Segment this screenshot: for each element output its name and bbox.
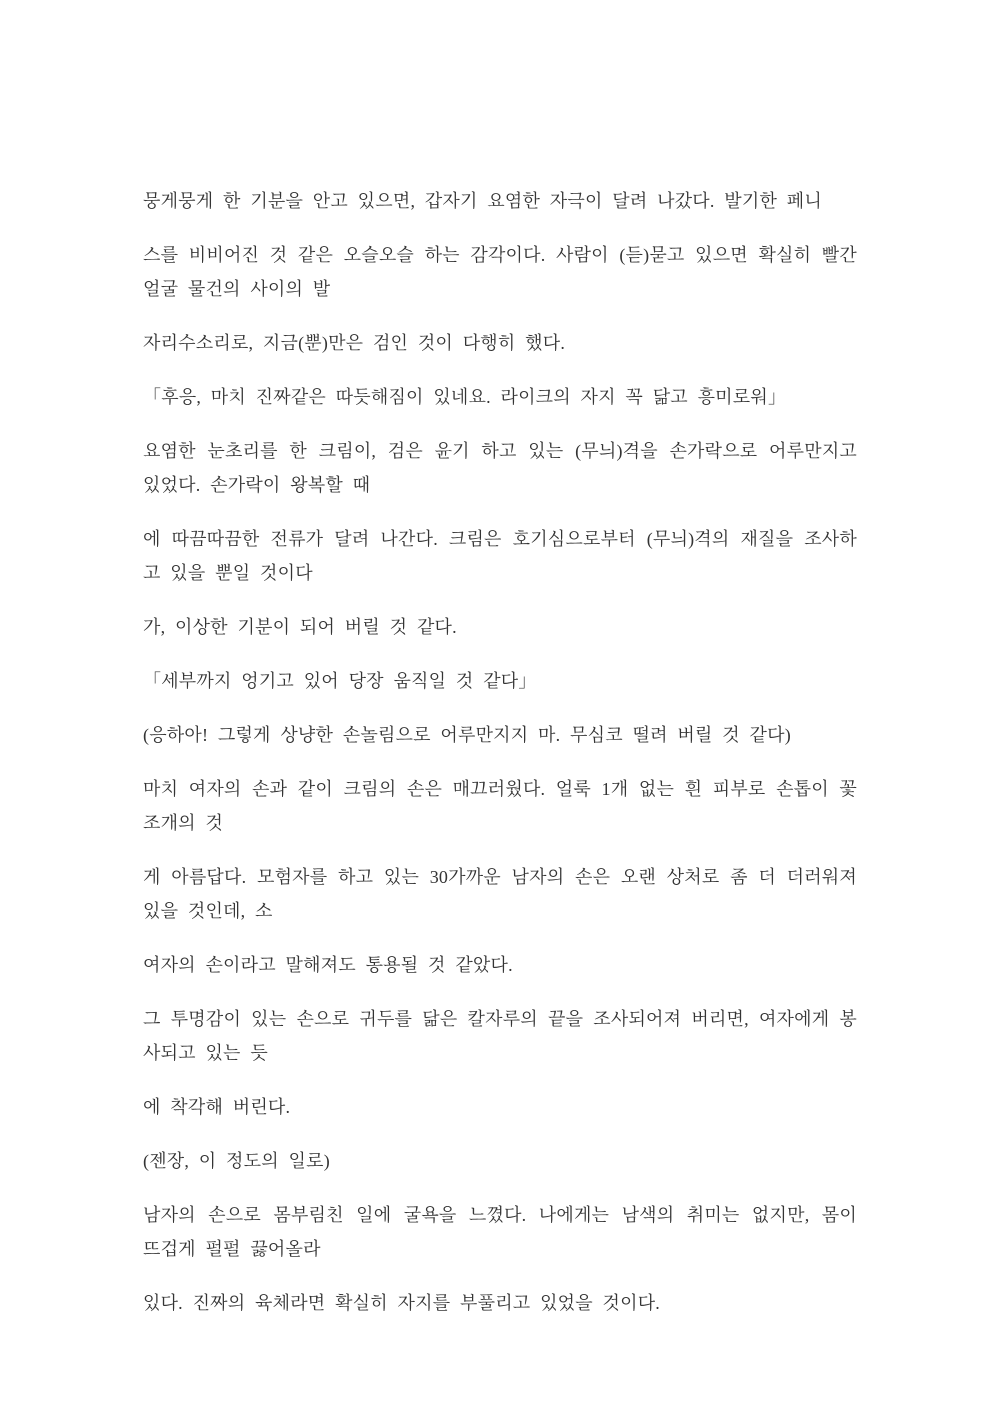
paragraph: 「후응, 마치 진짜같은 따듯해짐이 있네요. 라이크의 자지 꼭 닮고 흥미로워」 [143, 387, 787, 407]
document-text-body [143, 184, 857, 1320]
paragraph: 요염한 눈초리를 한 크림이, 검은 윤기 하고 있는 (무늬)격을 손가락으로 어루만지고 있었다. 손가락이 왕복할 때 [143, 441, 857, 495]
paragraph: (젠장, 이 정도의 일로) [143, 1151, 330, 1171]
paragraph: 여자의 손이라고 말해져도 통용될 것 같았다. [143, 955, 513, 975]
paragraph: 뭉게뭉게 한 기분을 안고 있으면, 갑자기 요염한 자극이 달려 나갔다. 발기한 페니 [143, 191, 822, 211]
paragraph: 그 투명감이 있는 손으로 귀두를 닮은 칼자루의 끝을 조사되어져 버리면, 여자에게 봉사되고 있는 듯 [143, 1009, 857, 1063]
paragraph: 게 아름답다. 모험자를 하고 있는 30가까운 남자의 손은 오랜 상처로 좀 더 더러워져 있을 것인데, 소 [143, 867, 857, 921]
paragraph: (응하아! 그렇게 상냥한 손놀림으로 어루만지지 마. 무심코 떨려 버릴 것 같다) [143, 725, 791, 745]
paragraph: 에 착각해 버린다. [143, 1097, 291, 1117]
paragraph: 에 따끔따끔한 전류가 달려 나간다. 크림은 호기심으로부터 (무늬)격의 재질을 조사하고 있을 뿐일 것이다 [143, 529, 857, 583]
paragraph: 있다. 진짜의 육체라면 확실히 자지를 부풀리고 있었을 것이다. [143, 1293, 660, 1313]
paragraph: 가, 이상한 기분이 되어 버릴 것 같다. [143, 617, 457, 637]
paragraph: 자리수소리로, 지금(뿐)만은 검인 것이 다행히 했다. [143, 333, 566, 353]
paragraph: 남자의 손으로 몸부림친 일에 굴욕을 느꼈다. 나에게는 남색의 취미는 없지만, 몸이 뜨겁게 펄펄 끓어올라 [143, 1205, 857, 1259]
paragraph: 마치 여자의 손과 같이 크림의 손은 매끄러웠다. 얼룩 1개 없는 흰 피부로 손톱이 꽃조개의 것 [143, 779, 857, 833]
paragraph: 스를 비비어진 것 같은 오슬오슬 하는 감각이다. 사람이 (듣)묻고 있으면 확실히 빨간 얼굴 물건의 사이의 발 [143, 245, 857, 299]
paragraph: 「세부까지 엉기고 있어 당장 움직일 것 같다」 [143, 671, 537, 691]
